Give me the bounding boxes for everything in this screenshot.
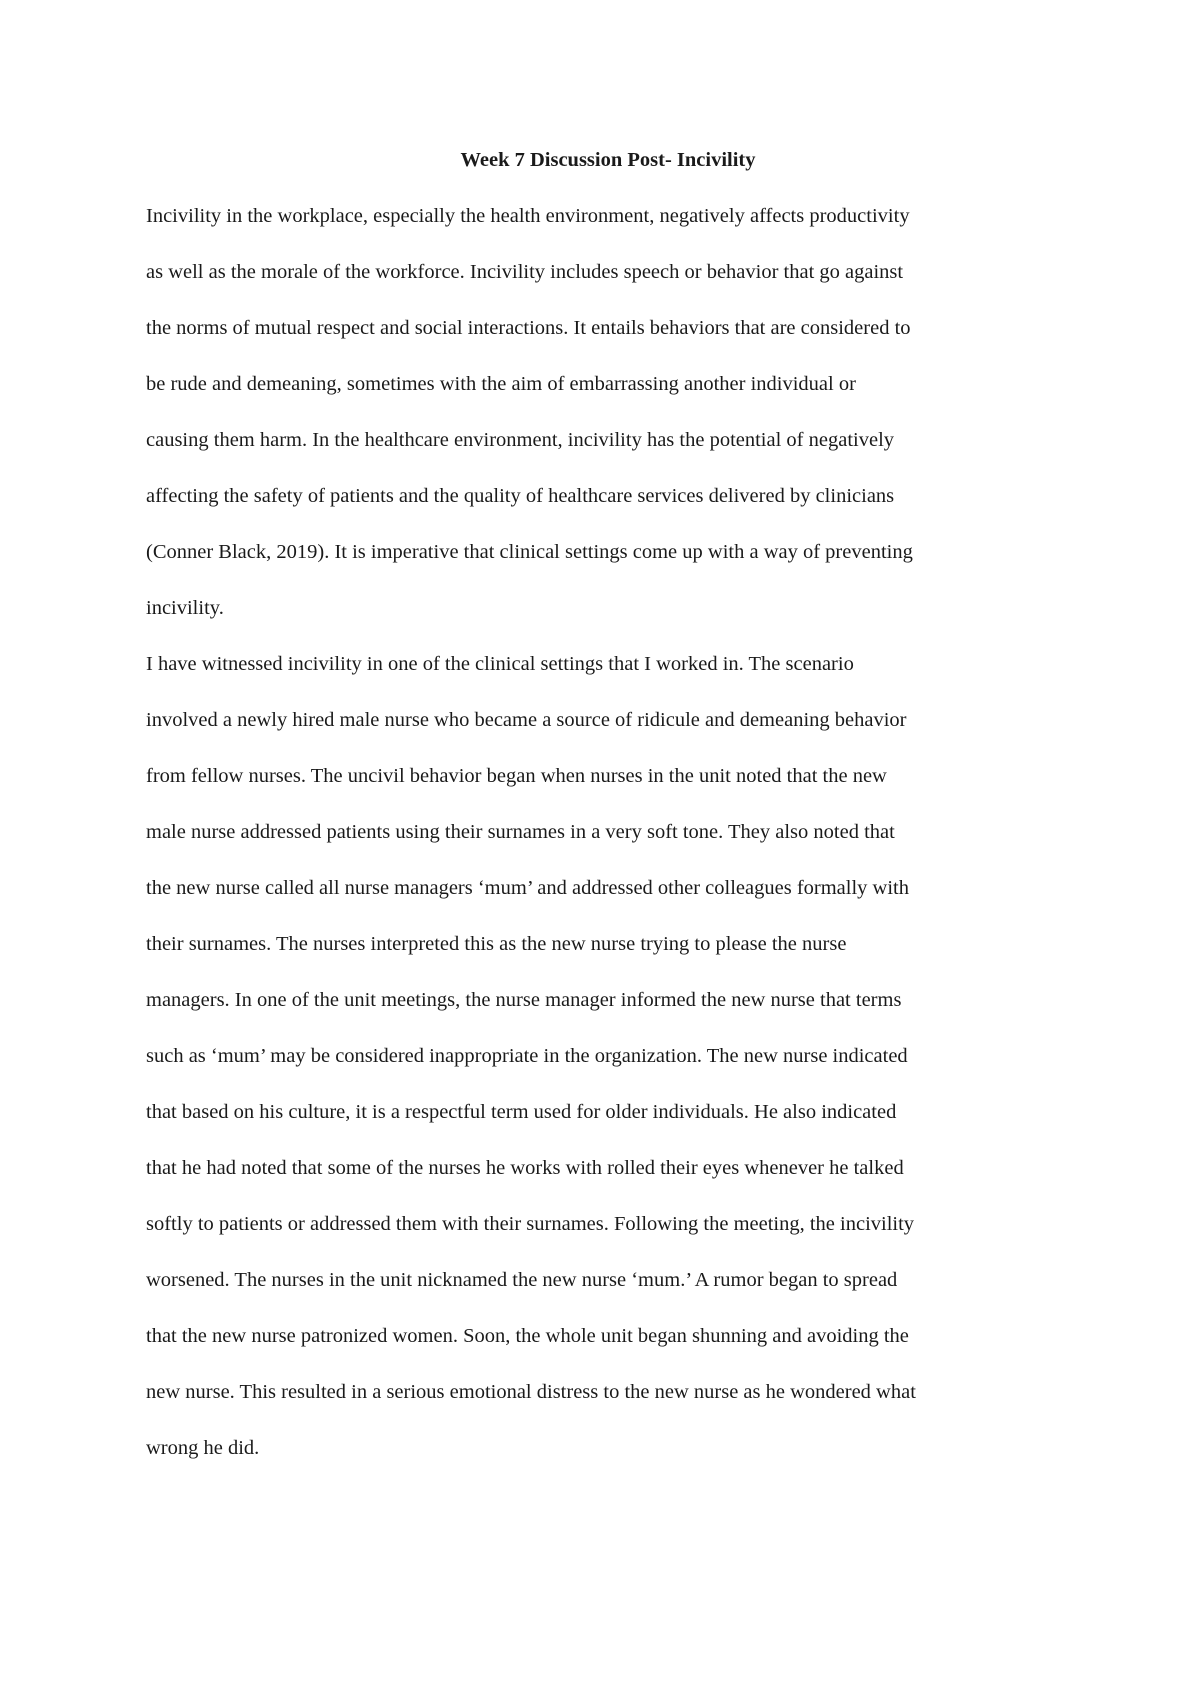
text-line: as well as the morale of the workforce. Incivility includes speech or behavior that go against (146, 261, 904, 283)
text-line: I have witnessed incivility in one of the clinical settings that I worked in. The scenario (146, 653, 854, 675)
document-title: Week 7 Discussion Post- Incivility (460, 149, 756, 171)
text-line: incivility. (146, 597, 224, 619)
text-line: Incivility in the workplace, especially the health environment, negatively affects productivity (146, 205, 910, 227)
text-line: managers. In one of the unit meetings, the nurse manager informed the new nurse that terms (146, 989, 902, 1011)
text-line: such as ‘mum’ may be considered inappropriate in the organization. The new nurse indicated (146, 1045, 908, 1067)
text-line: involved a newly hired male nurse who became a source of ridicule and demeaning behavior (146, 709, 907, 731)
text-line: causing them harm. In the healthcare environment, incivility has the potential of negatively (146, 429, 895, 451)
text-line: new nurse. This resulted in a serious emotional distress to the new nurse as he wondered what (146, 1381, 916, 1403)
text-line: worsened. The nurses in the unit nicknamed the new nurse ‘mum.’ A rumor began to spread (146, 1269, 898, 1291)
text-line: wrong he did. (146, 1437, 260, 1459)
text-line: the norms of mutual respect and social interactions. It entails behaviors that are considered to (146, 317, 911, 339)
text-line: that he had noted that some of the nurses he works with rolled their eyes whenever he talked (146, 1157, 904, 1179)
paragraph-scenario (146, 636, 1070, 1476)
text-line: that the new nurse patronized women. Soon, the whole unit began shunning and avoiding the (146, 1325, 909, 1347)
text-line: from fellow nurses. The uncivil behavior began when nurses in the unit noted that the new (146, 765, 887, 787)
document-body (146, 140, 1070, 1476)
paragraph-intro (146, 188, 1070, 636)
text-line: be rude and demeaning, sometimes with the aim of embarrassing another individual or (146, 373, 856, 395)
text-line: that based on his culture, it is a respectful term used for older individuals. He also indicated (146, 1101, 897, 1123)
text-line: the new nurse called all nurse managers ‘mum’ and addressed other colleagues formally with (146, 877, 909, 899)
text-line: (Conner Black, 2019). It is imperative that clinical settings come up with a way of preventing (146, 541, 913, 563)
text-line: their surnames. The nurses interpreted this as the new nurse trying to please the nurse (146, 933, 847, 955)
text-line: softly to patients or addressed them with their surnames. Following the meeting, the incivility (146, 1213, 915, 1235)
text-line: male nurse addressed patients using their surnames in a very soft tone. They also noted that (146, 821, 895, 843)
text-line: affecting the safety of patients and the quality of healthcare services delivered by clinicians (146, 485, 895, 507)
